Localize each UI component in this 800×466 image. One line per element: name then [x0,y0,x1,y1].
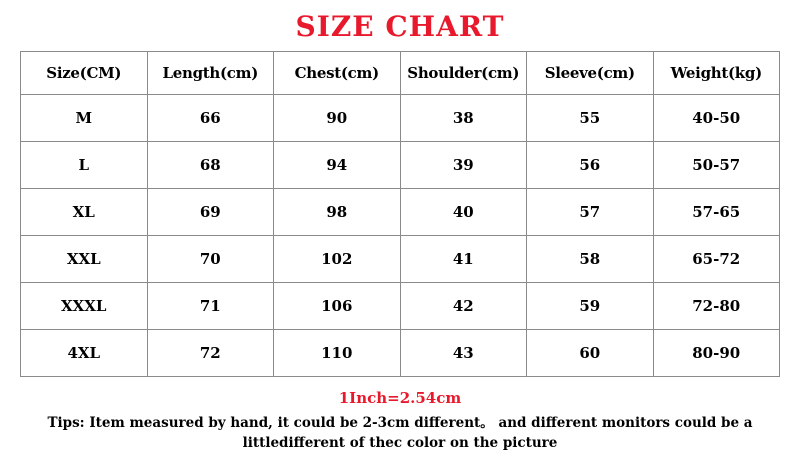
cell-weight: 72-80 [653,283,780,330]
tips-line-2: littledifferent of thec color on the picture [242,435,558,451]
cell-sleeve: 58 [527,236,654,283]
table-row [21,236,780,283]
cell-sleeve: 59 [527,283,654,330]
cell-chest: 94 [274,142,401,189]
cell-size: L [21,142,148,189]
cell-size: XL [21,189,148,236]
cell-sleeve: 57 [527,189,654,236]
cell-size: XXXL [21,283,148,330]
cell-size: XXL [21,236,148,283]
table-header-row [21,52,780,95]
tips-line-1: Tips: Item measured by hand, it could be 2-3cm different。 and different monitors could be a [47,415,753,431]
table-row [21,189,780,236]
cell-weight: 50-57 [653,142,780,189]
column-header-sleeve: Sleeve(cm) [527,52,654,95]
cell-chest: 102 [274,236,401,283]
cell-length: 71 [147,283,274,330]
conversion-note: 1Inch=2.54cm [338,389,462,407]
cell-length: 70 [147,236,274,283]
cell-size: M [21,95,148,142]
cell-shoulder: 38 [400,95,527,142]
cell-length: 72 [147,330,274,377]
table-header [21,52,780,95]
page-title: SIZE CHART [295,10,505,43]
cell-sleeve: 55 [527,95,654,142]
column-header-weight: Weight(kg) [653,52,780,95]
column-header-size: Size(CM) [21,52,148,95]
cell-chest: 106 [274,283,401,330]
cell-shoulder: 39 [400,142,527,189]
cell-chest: 98 [274,189,401,236]
cell-weight: 40-50 [653,95,780,142]
table-row [21,283,780,330]
cell-chest: 110 [274,330,401,377]
size-chart-table [20,51,780,377]
cell-size: 4XL [21,330,148,377]
cell-shoulder: 43 [400,330,527,377]
cell-length: 68 [147,142,274,189]
cell-shoulder: 40 [400,189,527,236]
cell-length: 69 [147,189,274,236]
cell-weight: 65-72 [653,236,780,283]
column-header-shoulder: Shoulder(cm) [400,52,527,95]
cell-chest: 90 [274,95,401,142]
table-row [21,95,780,142]
cell-shoulder: 42 [400,283,527,330]
table-row [21,142,780,189]
table-row [21,330,780,377]
cell-weight: 80-90 [653,330,780,377]
cell-length: 66 [147,95,274,142]
column-header-chest: Chest(cm) [274,52,401,95]
table-body [21,95,780,377]
cell-weight: 57-65 [653,189,780,236]
cell-sleeve: 56 [527,142,654,189]
cell-shoulder: 41 [400,236,527,283]
column-header-length: Length(cm) [147,52,274,95]
cell-sleeve: 60 [527,330,654,377]
tips-text [0,413,800,453]
